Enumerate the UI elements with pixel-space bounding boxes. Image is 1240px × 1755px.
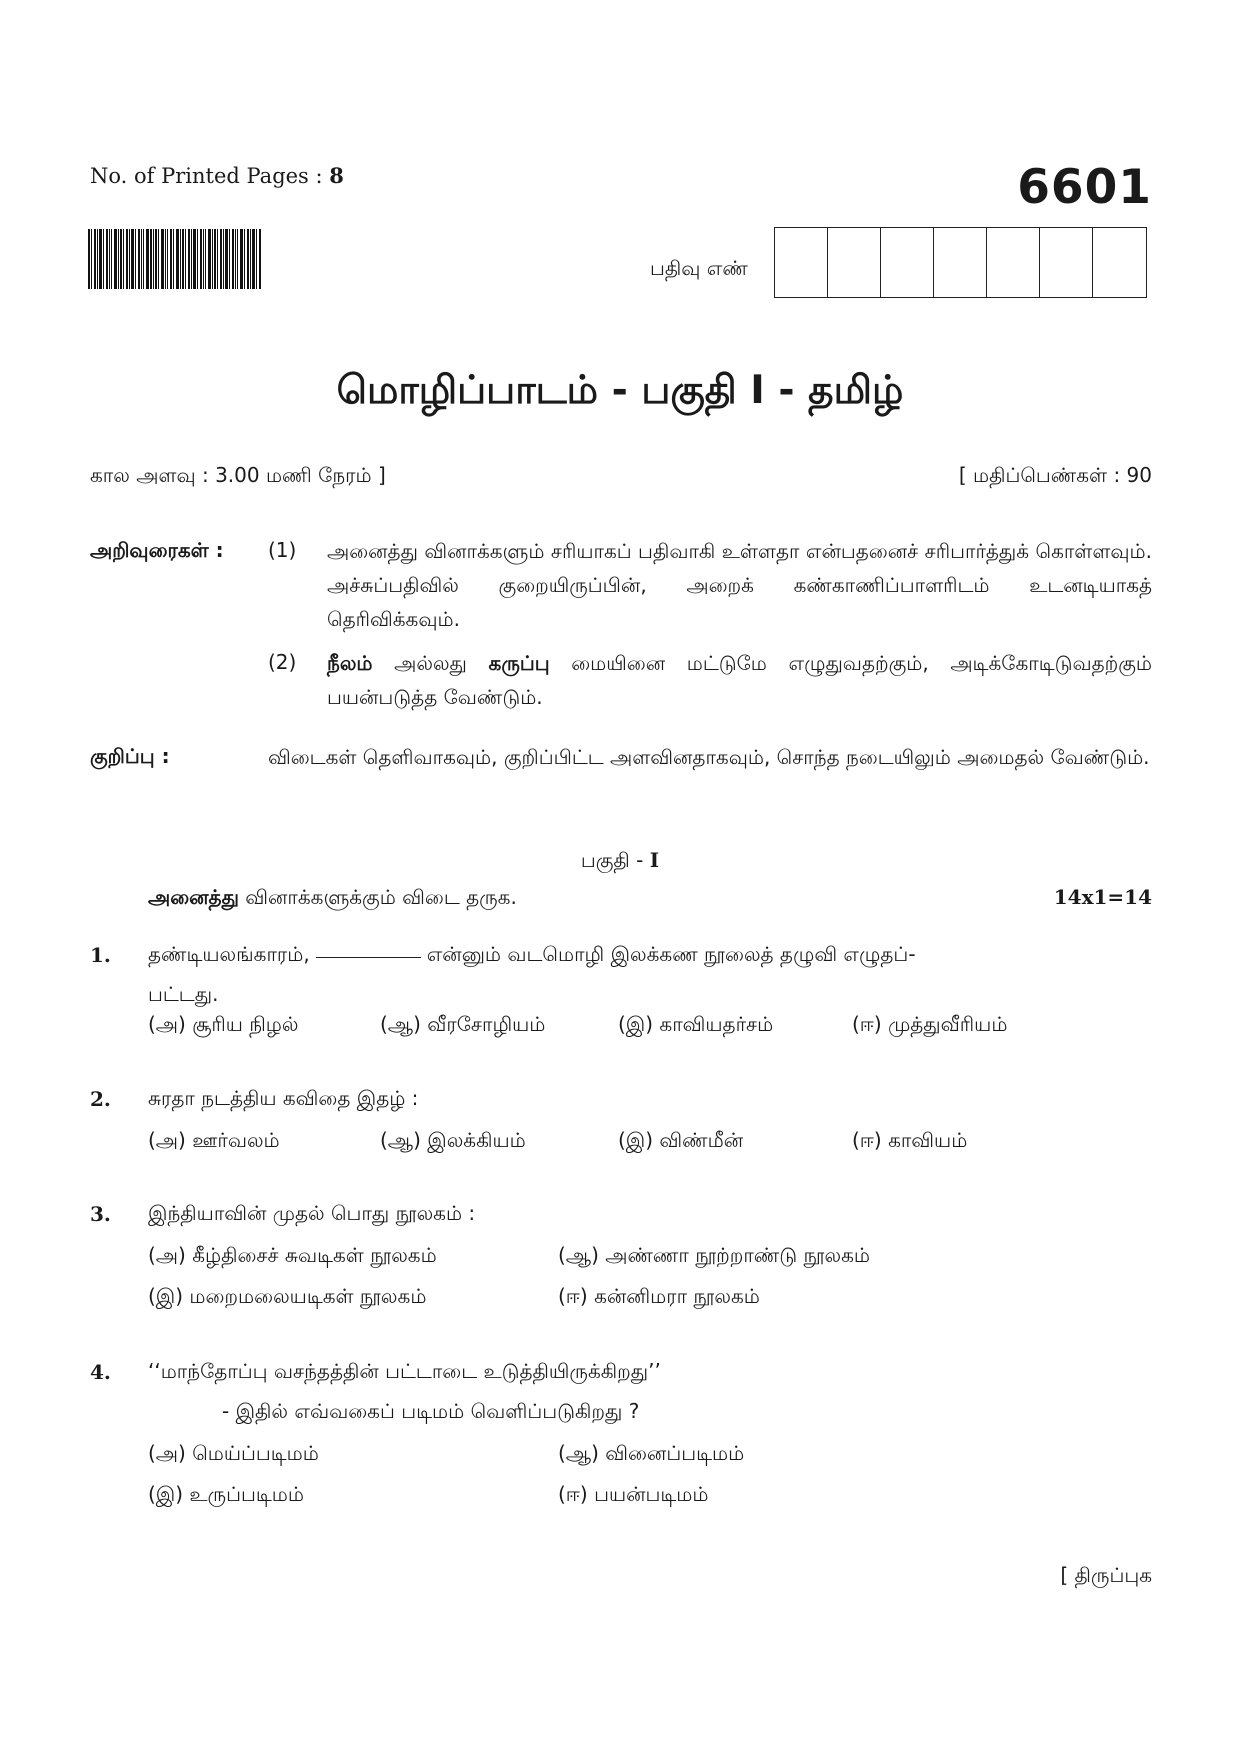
register-digit-box[interactable] (881, 228, 934, 297)
question-1-option-b: (ஆ) வீரசோழியம் (380, 1012, 546, 1036)
question-1-text (148, 934, 916, 1014)
max-marks: [ மதிப்பெண்கள் : 90 (958, 463, 1152, 487)
instruction-2-black: கருப்பு (488, 651, 550, 675)
question-1-text-after: என்னும் வடமொழி இலக்கண நூலைத் தழுவி எழுதப்- (426, 942, 916, 966)
question-2-number: 2. (90, 1087, 111, 1111)
register-digit-box[interactable] (775, 228, 828, 297)
question-3-number: 3. (90, 1202, 111, 1226)
question-3-option-d: (ஈ) கன்னிமரா நூலகம் (558, 1284, 760, 1308)
section-directive-text: வினாக்களுக்கும் விடை தருக. (238, 885, 517, 909)
question-4-number: 4. (90, 1360, 111, 1384)
printed-pages-info (90, 163, 344, 188)
section-title (0, 848, 1240, 875)
note-text: விடைகள் தெளிவாகவும், குறிப்பிட்ட அளவினதாகவும், சொந்த நடையிலும் அமைதல் வேண்டும். (268, 745, 1150, 769)
question-1-option-a: (அ) சூரிய நிழல் (148, 1012, 299, 1036)
question-1-blank (316, 956, 421, 958)
instruction-2-text (327, 646, 1152, 714)
section-directive-bold: அனைத்து (148, 885, 239, 909)
question-1-option-d: (ஈ) முத்துவீரியம் (852, 1012, 1008, 1036)
question-1-text-line2: பட்டது. (148, 982, 219, 1006)
question-4-option-c: (இ) உருப்படிமம் (148, 1482, 304, 1506)
printed-pages-value: 8 (329, 163, 344, 188)
question-2-text: சுரதா நடத்திய கவிதை இதழ் : (148, 1086, 419, 1110)
barcode (88, 229, 261, 289)
register-number-boxes[interactable] (774, 227, 1147, 298)
question-4-option-b: (ஆ) வினைப்படிமம் (558, 1441, 745, 1465)
instruction-2-or: அல்லது (372, 651, 489, 675)
section-directive (148, 885, 517, 912)
exam-duration: கால அளவு : 3.00 மணி நேரம் ] (90, 463, 386, 487)
register-digit-box[interactable] (987, 228, 1040, 297)
question-2-option-d: (ஈ) காவியம் (852, 1128, 968, 1152)
instruction-1-number: (1) (268, 538, 297, 562)
question-3-option-a: (அ) கீழ்திசைச் சுவடிகள் நூலகம் (148, 1243, 437, 1267)
question-2-option-a: (அ) ஊர்வலம் (148, 1128, 280, 1152)
register-digit-box[interactable] (828, 228, 881, 297)
exam-title: மொழிப்பாடம் - பகுதி I - தமிழ் (336, 368, 904, 413)
question-3-option-b: (ஆ) அண்ணா நூற்றாண்டு நூலகம் (558, 1243, 871, 1267)
printed-pages-label: No. of Printed Pages : (90, 164, 323, 188)
question-1-number: 1. (90, 943, 111, 967)
question-4-option-a: (அ) மெய்ப்படிமம் (148, 1441, 319, 1465)
register-digit-box[interactable] (1040, 228, 1093, 297)
question-4-text-line2: - இதில் எவ்வகைப் படிமம் வெளிப்படுகிறது ? (222, 1399, 640, 1423)
instruction-2-number: (2) (268, 650, 297, 674)
turn-over-note: [ திருப்புக (1060, 1563, 1152, 1587)
section-marks: 14x1=14 (1053, 885, 1152, 909)
section-title-prefix: பகுதி - (580, 848, 650, 872)
instructions-label: அறிவுரைகள் : (90, 538, 224, 562)
question-3-text: இந்தியாவின் முதல் பொது நூலகம் : (148, 1201, 476, 1225)
question-3-option-c: (இ) மறைமலையடிகள் நூலகம் (148, 1284, 427, 1308)
register-number-label: பதிவு எண் (650, 256, 748, 280)
question-2-option-c: (இ) விண்மீன் (618, 1128, 744, 1152)
instruction-1-text: அனைத்து வினாக்களும் சரியாகப் பதிவாகி உள்ளதா என்பதனைச் சரிபார்த்துக் கொள்ளவும். அச்சுப்பதிவில் குறையிருப்பின், அறைக் கண்காணிப்பாளரிடம் உடனடியாகத் தெரிவிக்கவும். (327, 539, 1152, 631)
paper-code: 6601 (1017, 160, 1152, 215)
question-1-option-c: (இ) காவியதர்சம் (618, 1012, 774, 1036)
instruction-2-rest: மையினை மட்டுமே எழுதுவதற்கும், அடிக்கோடிடுவதற்கும் பயன்படுத்த வேண்டும். (327, 651, 1152, 709)
note-label: குறிப்பு : (90, 744, 170, 768)
question-4-text: ‘‘மாந்தோப்பு வசந்தத்தின் பட்டாடை உடுத்தியிருக்கிறது’’ (148, 1359, 661, 1383)
question-1-text-before: தண்டியலங்காரம், (148, 942, 310, 966)
instruction-2-blue: நீலம் (327, 651, 373, 675)
register-digit-box[interactable] (934, 228, 987, 297)
register-digit-box[interactable] (1093, 228, 1146, 297)
question-4-option-d: (ஈ) பயன்படிமம் (558, 1482, 709, 1506)
question-2-option-b: (ஆ) இலக்கியம் (380, 1128, 526, 1152)
section-title-roman: I (649, 848, 660, 872)
